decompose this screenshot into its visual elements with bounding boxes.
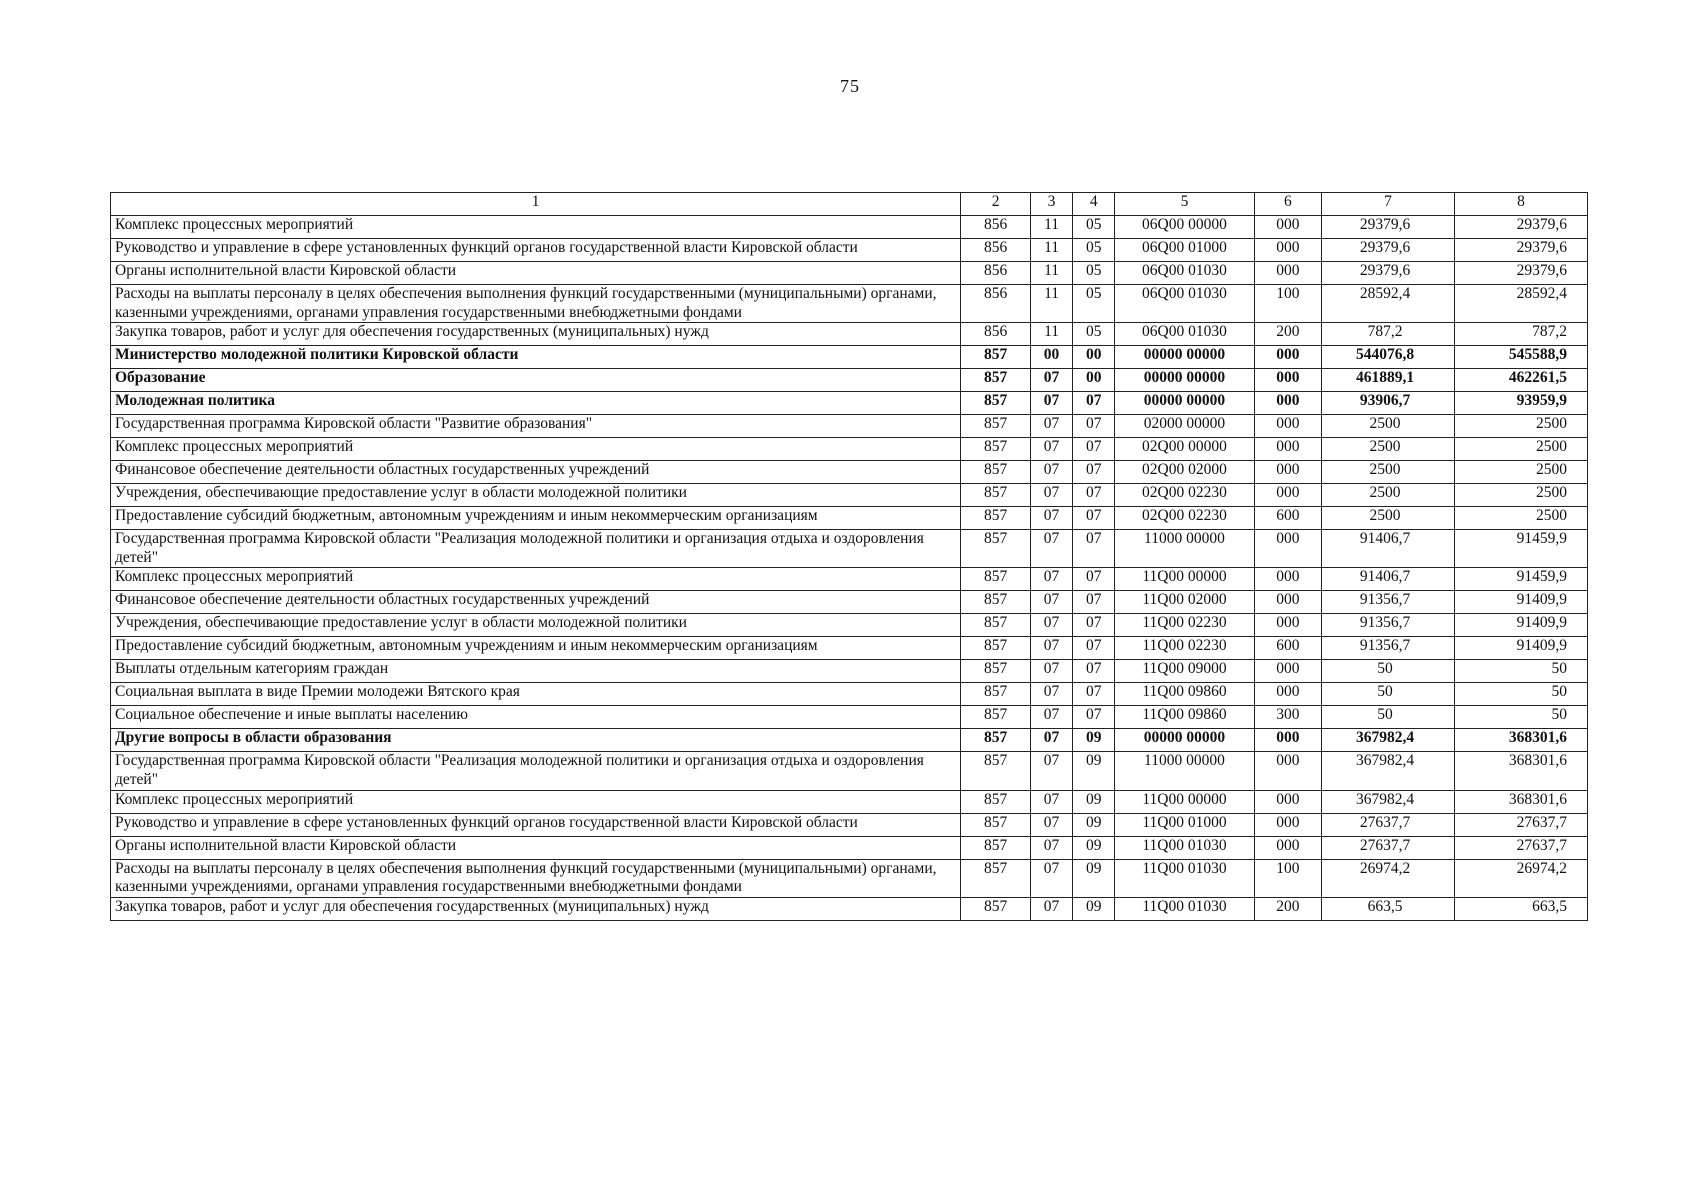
table-row xyxy=(111,262,1588,285)
row-amount-year1-cell: 29379,6 xyxy=(1322,262,1455,285)
row-name-cell: Учреждения, обеспечивающие предоставление услуг в области молодежной политики xyxy=(111,484,961,507)
row-ministry-code-cell: 857 xyxy=(961,660,1031,683)
table-row xyxy=(111,346,1588,369)
row-name-cell: Комплекс процессных мероприятий xyxy=(111,216,961,239)
row-section-cell: 07 xyxy=(1030,683,1072,706)
row-ministry-code-cell: 857 xyxy=(961,706,1031,729)
row-ministry-code-cell: 857 xyxy=(961,729,1031,752)
header-col-4: 4 xyxy=(1073,193,1115,216)
row-section-cell: 07 xyxy=(1030,415,1072,438)
row-ministry-code-cell: 857 xyxy=(961,859,1031,897)
row-subsection-cell: 07 xyxy=(1073,507,1115,530)
row-target-article-cell: 11Q00 02230 xyxy=(1115,637,1254,660)
row-name-cell: Финансовое обеспечение деятельности областных государственных учреждений xyxy=(111,461,961,484)
row-expense-type-cell: 000 xyxy=(1254,415,1322,438)
row-section-cell: 07 xyxy=(1030,897,1072,920)
row-name-cell: Руководство и управление в сфере установленных функций органов государственной власти Кировской области xyxy=(111,813,961,836)
row-amount-year1-cell: 2500 xyxy=(1322,415,1455,438)
row-ministry-code-cell: 857 xyxy=(961,591,1031,614)
row-amount-year1-cell: 461889,1 xyxy=(1322,369,1455,392)
row-amount-year1-cell: 28592,4 xyxy=(1322,285,1455,323)
row-amount-year2-cell: 787,2 xyxy=(1455,323,1588,346)
row-expense-type-cell: 000 xyxy=(1254,568,1322,591)
row-name-cell: Расходы на выплаты персоналу в целях обеспечения выполнения функций государственными (муниципальными) органами, казенными учреждениями, органами управления государственными внебюджетными фондами xyxy=(111,285,961,323)
row-subsection-cell: 07 xyxy=(1073,660,1115,683)
row-name-cell: Учреждения, обеспечивающие предоставление услуг в области молодежной политики xyxy=(111,614,961,637)
row-amount-year1-cell: 91406,7 xyxy=(1322,530,1455,568)
row-expense-type-cell: 000 xyxy=(1254,438,1322,461)
row-amount-year2-cell: 91459,9 xyxy=(1455,530,1588,568)
row-ministry-code-cell: 857 xyxy=(961,683,1031,706)
row-amount-year2-cell: 2500 xyxy=(1455,415,1588,438)
row-amount-year2-cell: 91459,9 xyxy=(1455,568,1588,591)
row-expense-type-cell: 600 xyxy=(1254,507,1322,530)
row-section-cell: 07 xyxy=(1030,637,1072,660)
row-subsection-cell: 09 xyxy=(1073,813,1115,836)
row-expense-type-cell: 000 xyxy=(1254,752,1322,790)
row-ministry-code-cell: 857 xyxy=(961,790,1031,813)
row-ministry-code-cell: 856 xyxy=(961,262,1031,285)
row-name-cell: Комплекс процессных мероприятий xyxy=(111,438,961,461)
row-section-cell: 11 xyxy=(1030,216,1072,239)
row-ministry-code-cell: 857 xyxy=(961,637,1031,660)
row-amount-year1-cell: 50 xyxy=(1322,660,1455,683)
header-col-3: 3 xyxy=(1030,193,1072,216)
row-amount-year2-cell: 663,5 xyxy=(1455,897,1588,920)
row-amount-year2-cell: 50 xyxy=(1455,706,1588,729)
row-amount-year1-cell: 93906,7 xyxy=(1322,392,1455,415)
row-target-article-cell: 06Q00 01000 xyxy=(1115,239,1254,262)
row-subsection-cell: 07 xyxy=(1073,392,1115,415)
row-expense-type-cell: 000 xyxy=(1254,369,1322,392)
row-amount-year2-cell: 28592,4 xyxy=(1455,285,1588,323)
row-subsection-cell: 09 xyxy=(1073,729,1115,752)
row-target-article-cell: 11Q00 01000 xyxy=(1115,813,1254,836)
row-section-cell: 07 xyxy=(1030,813,1072,836)
row-ministry-code-cell: 857 xyxy=(961,530,1031,568)
row-expense-type-cell: 000 xyxy=(1254,461,1322,484)
table-row xyxy=(111,216,1588,239)
row-name-cell: Комплекс процессных мероприятий xyxy=(111,790,961,813)
row-ministry-code-cell: 857 xyxy=(961,392,1031,415)
row-subsection-cell: 09 xyxy=(1073,790,1115,813)
row-subsection-cell: 05 xyxy=(1073,216,1115,239)
row-amount-year1-cell: 91356,7 xyxy=(1322,637,1455,660)
table-row xyxy=(111,836,1588,859)
row-expense-type-cell: 000 xyxy=(1254,239,1322,262)
row-expense-type-cell: 000 xyxy=(1254,660,1322,683)
row-subsection-cell: 05 xyxy=(1073,239,1115,262)
row-subsection-cell: 05 xyxy=(1073,285,1115,323)
row-section-cell: 07 xyxy=(1030,392,1072,415)
table-row xyxy=(111,729,1588,752)
row-amount-year2-cell: 50 xyxy=(1455,683,1588,706)
row-expense-type-cell: 000 xyxy=(1254,591,1322,614)
row-amount-year1-cell: 2500 xyxy=(1322,507,1455,530)
row-name-cell: Комплекс процессных мероприятий xyxy=(111,568,961,591)
row-ministry-code-cell: 857 xyxy=(961,813,1031,836)
table-row xyxy=(111,530,1588,568)
table-row xyxy=(111,614,1588,637)
row-section-cell: 07 xyxy=(1030,568,1072,591)
row-name-cell: Министерство молодежной политики Кировской области xyxy=(111,346,961,369)
row-amount-year1-cell: 50 xyxy=(1322,706,1455,729)
row-ministry-code-cell: 857 xyxy=(961,484,1031,507)
table-row xyxy=(111,568,1588,591)
row-expense-type-cell: 000 xyxy=(1254,346,1322,369)
row-target-article-cell: 00000 00000 xyxy=(1115,392,1254,415)
row-ministry-code-cell: 856 xyxy=(961,323,1031,346)
row-subsection-cell: 00 xyxy=(1073,369,1115,392)
row-expense-type-cell: 100 xyxy=(1254,285,1322,323)
row-amount-year2-cell: 368301,6 xyxy=(1455,790,1588,813)
row-expense-type-cell: 000 xyxy=(1254,216,1322,239)
row-name-cell: Государственная программа Кировской области "Реализация молодежной политики и организация отдыха и оздоровления детей" xyxy=(111,530,961,568)
header-col-5: 5 xyxy=(1115,193,1254,216)
row-target-article-cell: 02Q00 02230 xyxy=(1115,484,1254,507)
table-row xyxy=(111,752,1588,790)
row-amount-year2-cell: 50 xyxy=(1455,660,1588,683)
row-name-cell: Финансовое обеспечение деятельности областных государственных учреждений xyxy=(111,591,961,614)
row-subsection-cell: 05 xyxy=(1073,262,1115,285)
row-section-cell: 07 xyxy=(1030,790,1072,813)
row-section-cell: 07 xyxy=(1030,706,1072,729)
row-expense-type-cell: 000 xyxy=(1254,729,1322,752)
header-col-6: 6 xyxy=(1254,193,1322,216)
row-name-cell: Государственная программа Кировской области "Реализация молодежной политики и организация отдыха и оздоровления детей" xyxy=(111,752,961,790)
row-section-cell: 07 xyxy=(1030,507,1072,530)
row-subsection-cell: 07 xyxy=(1073,415,1115,438)
row-target-article-cell: 00000 00000 xyxy=(1115,346,1254,369)
table-row xyxy=(111,239,1588,262)
row-section-cell: 07 xyxy=(1030,729,1072,752)
row-ministry-code-cell: 856 xyxy=(961,285,1031,323)
row-target-article-cell: 11Q00 09000 xyxy=(1115,660,1254,683)
row-name-cell: Расходы на выплаты персоналу в целях обеспечения выполнения функций государственными (муниципальными) органами, казенными учреждениями, органами управления государственными внебюджетными фондами xyxy=(111,859,961,897)
row-section-cell: 07 xyxy=(1030,836,1072,859)
row-subsection-cell: 07 xyxy=(1073,461,1115,484)
budget-table xyxy=(110,192,1588,921)
row-section-cell: 07 xyxy=(1030,461,1072,484)
row-amount-year2-cell: 2500 xyxy=(1455,438,1588,461)
table-row xyxy=(111,859,1588,897)
row-target-article-cell: 06Q00 01030 xyxy=(1115,323,1254,346)
row-section-cell: 07 xyxy=(1030,530,1072,568)
row-amount-year1-cell: 367982,4 xyxy=(1322,790,1455,813)
row-amount-year2-cell: 91409,9 xyxy=(1455,637,1588,660)
row-section-cell: 00 xyxy=(1030,346,1072,369)
row-name-cell: Социальное обеспечение и иные выплаты населению xyxy=(111,706,961,729)
row-expense-type-cell: 000 xyxy=(1254,484,1322,507)
row-subsection-cell: 09 xyxy=(1073,752,1115,790)
row-ministry-code-cell: 857 xyxy=(961,369,1031,392)
row-amount-year2-cell: 2500 xyxy=(1455,507,1588,530)
row-target-article-cell: 11Q00 01030 xyxy=(1115,897,1254,920)
row-expense-type-cell: 000 xyxy=(1254,614,1322,637)
row-ministry-code-cell: 857 xyxy=(961,438,1031,461)
row-amount-year1-cell: 367982,4 xyxy=(1322,752,1455,790)
row-ministry-code-cell: 856 xyxy=(961,216,1031,239)
row-expense-type-cell: 200 xyxy=(1254,323,1322,346)
table-row xyxy=(111,660,1588,683)
row-subsection-cell: 07 xyxy=(1073,614,1115,637)
row-subsection-cell: 07 xyxy=(1073,706,1115,729)
row-amount-year2-cell: 91409,9 xyxy=(1455,591,1588,614)
row-amount-year2-cell: 93959,9 xyxy=(1455,392,1588,415)
table-row xyxy=(111,507,1588,530)
row-amount-year2-cell: 2500 xyxy=(1455,484,1588,507)
row-ministry-code-cell: 857 xyxy=(961,752,1031,790)
row-section-cell: 07 xyxy=(1030,484,1072,507)
row-amount-year2-cell: 368301,6 xyxy=(1455,752,1588,790)
row-section-cell: 07 xyxy=(1030,752,1072,790)
row-amount-year1-cell: 27637,7 xyxy=(1322,813,1455,836)
row-amount-year2-cell: 26974,2 xyxy=(1455,859,1588,897)
header-col-7: 7 xyxy=(1322,193,1455,216)
row-name-cell: Молодежная политика xyxy=(111,392,961,415)
row-section-cell: 11 xyxy=(1030,239,1072,262)
table-row xyxy=(111,438,1588,461)
row-target-article-cell: 11Q00 02230 xyxy=(1115,614,1254,637)
row-amount-year1-cell: 787,2 xyxy=(1322,323,1455,346)
table-row xyxy=(111,637,1588,660)
row-subsection-cell: 05 xyxy=(1073,323,1115,346)
row-amount-year2-cell: 27637,7 xyxy=(1455,836,1588,859)
row-amount-year1-cell: 91356,7 xyxy=(1322,614,1455,637)
row-target-article-cell: 00000 00000 xyxy=(1115,729,1254,752)
header-row xyxy=(111,193,1588,216)
row-subsection-cell: 07 xyxy=(1073,591,1115,614)
row-name-cell: Образование xyxy=(111,369,961,392)
row-target-article-cell: 11Q00 09860 xyxy=(1115,683,1254,706)
row-subsection-cell: 09 xyxy=(1073,897,1115,920)
row-amount-year1-cell: 2500 xyxy=(1322,438,1455,461)
table-row xyxy=(111,484,1588,507)
row-name-cell: Органы исполнительной власти Кировской области xyxy=(111,836,961,859)
row-amount-year2-cell: 29379,6 xyxy=(1455,216,1588,239)
row-name-cell: Выплаты отдельным категориям граждан xyxy=(111,660,961,683)
table-row xyxy=(111,415,1588,438)
row-name-cell: Предоставление субсидий бюджетным, автономным учреждениям и иным некоммерческим организациям xyxy=(111,637,961,660)
row-amount-year1-cell: 2500 xyxy=(1322,461,1455,484)
row-amount-year1-cell: 27637,7 xyxy=(1322,836,1455,859)
row-amount-year1-cell: 2500 xyxy=(1322,484,1455,507)
row-expense-type-cell: 600 xyxy=(1254,637,1322,660)
row-amount-year2-cell: 2500 xyxy=(1455,461,1588,484)
table-row xyxy=(111,790,1588,813)
row-section-cell: 07 xyxy=(1030,660,1072,683)
table-row xyxy=(111,285,1588,323)
row-subsection-cell: 07 xyxy=(1073,683,1115,706)
row-target-article-cell: 02Q00 00000 xyxy=(1115,438,1254,461)
row-amount-year1-cell: 663,5 xyxy=(1322,897,1455,920)
table-row xyxy=(111,591,1588,614)
row-subsection-cell: 07 xyxy=(1073,438,1115,461)
row-subsection-cell: 07 xyxy=(1073,637,1115,660)
row-name-cell: Предоставление субсидий бюджетным, автономным учреждениям и иным некоммерческим организациям xyxy=(111,507,961,530)
row-ministry-code-cell: 857 xyxy=(961,461,1031,484)
header-col-1: 1 xyxy=(111,193,961,216)
row-ministry-code-cell: 856 xyxy=(961,239,1031,262)
row-amount-year2-cell: 545588,9 xyxy=(1455,346,1588,369)
row-target-article-cell: 11000 00000 xyxy=(1115,752,1254,790)
row-target-article-cell: 11Q00 02000 xyxy=(1115,591,1254,614)
row-amount-year1-cell: 367982,4 xyxy=(1322,729,1455,752)
row-name-cell: Закупка товаров, работ и услуг для обеспечения государственных (муниципальных) нужд xyxy=(111,323,961,346)
row-target-article-cell: 02Q00 02000 xyxy=(1115,461,1254,484)
row-expense-type-cell: 000 xyxy=(1254,262,1322,285)
row-name-cell: Органы исполнительной власти Кировской области xyxy=(111,262,961,285)
row-section-cell: 07 xyxy=(1030,369,1072,392)
row-ministry-code-cell: 857 xyxy=(961,614,1031,637)
row-expense-type-cell: 000 xyxy=(1254,790,1322,813)
header-col-8: 8 xyxy=(1455,193,1588,216)
row-amount-year2-cell: 29379,6 xyxy=(1455,262,1588,285)
row-target-article-cell: 02Q00 02230 xyxy=(1115,507,1254,530)
row-expense-type-cell: 000 xyxy=(1254,683,1322,706)
row-section-cell: 11 xyxy=(1030,262,1072,285)
row-target-article-cell: 02000 00000 xyxy=(1115,415,1254,438)
row-amount-year1-cell: 29379,6 xyxy=(1322,216,1455,239)
row-section-cell: 07 xyxy=(1030,591,1072,614)
row-expense-type-cell: 300 xyxy=(1254,706,1322,729)
row-section-cell: 07 xyxy=(1030,859,1072,897)
table-row xyxy=(111,813,1588,836)
row-name-cell: Закупка товаров, работ и услуг для обеспечения государственных (муниципальных) нужд xyxy=(111,897,961,920)
row-subsection-cell: 07 xyxy=(1073,568,1115,591)
row-ministry-code-cell: 857 xyxy=(961,897,1031,920)
row-amount-year2-cell: 27637,7 xyxy=(1455,813,1588,836)
row-expense-type-cell: 000 xyxy=(1254,813,1322,836)
table-row xyxy=(111,683,1588,706)
row-target-article-cell: 11Q00 09860 xyxy=(1115,706,1254,729)
row-subsection-cell: 07 xyxy=(1073,484,1115,507)
row-subsection-cell: 07 xyxy=(1073,530,1115,568)
header-col-2: 2 xyxy=(961,193,1031,216)
row-amount-year1-cell: 26974,2 xyxy=(1322,859,1455,897)
row-amount-year1-cell: 91406,7 xyxy=(1322,568,1455,591)
row-ministry-code-cell: 857 xyxy=(961,415,1031,438)
row-target-article-cell: 06Q00 01030 xyxy=(1115,285,1254,323)
row-target-article-cell: 06Q00 00000 xyxy=(1115,216,1254,239)
row-target-article-cell: 11Q00 00000 xyxy=(1115,790,1254,813)
row-section-cell: 11 xyxy=(1030,323,1072,346)
row-amount-year1-cell: 29379,6 xyxy=(1322,239,1455,262)
row-expense-type-cell: 100 xyxy=(1254,859,1322,897)
row-expense-type-cell: 200 xyxy=(1254,897,1322,920)
row-target-article-cell: 11000 00000 xyxy=(1115,530,1254,568)
table-row xyxy=(111,369,1588,392)
row-target-article-cell: 11Q00 01030 xyxy=(1115,859,1254,897)
page-number: 75 xyxy=(840,76,860,96)
row-amount-year2-cell: 368301,6 xyxy=(1455,729,1588,752)
row-target-article-cell: 11Q00 00000 xyxy=(1115,568,1254,591)
row-expense-type-cell: 000 xyxy=(1254,530,1322,568)
row-name-cell: Государственная программа Кировской области "Развитие образования" xyxy=(111,415,961,438)
row-subsection-cell: 00 xyxy=(1073,346,1115,369)
row-name-cell: Социальная выплата в виде Премии молодежи Вятского края xyxy=(111,683,961,706)
row-ministry-code-cell: 857 xyxy=(961,507,1031,530)
row-name-cell: Другие вопросы в области образования xyxy=(111,729,961,752)
table-row xyxy=(111,706,1588,729)
row-ministry-code-cell: 857 xyxy=(961,346,1031,369)
table-row xyxy=(111,897,1588,920)
budget-table-container xyxy=(110,192,1588,921)
row-amount-year1-cell: 544076,8 xyxy=(1322,346,1455,369)
row-target-article-cell: 06Q00 01030 xyxy=(1115,262,1254,285)
row-amount-year1-cell: 91356,7 xyxy=(1322,591,1455,614)
table-row xyxy=(111,461,1588,484)
row-target-article-cell: 11Q00 01030 xyxy=(1115,836,1254,859)
row-amount-year2-cell: 462261,5 xyxy=(1455,369,1588,392)
row-amount-year2-cell: 91409,9 xyxy=(1455,614,1588,637)
row-name-cell: Руководство и управление в сфере установленных функций органов государственной власти Кировской области xyxy=(111,239,961,262)
row-section-cell: 07 xyxy=(1030,614,1072,637)
row-ministry-code-cell: 857 xyxy=(961,568,1031,591)
row-subsection-cell: 09 xyxy=(1073,859,1115,897)
row-amount-year1-cell: 50 xyxy=(1322,683,1455,706)
row-section-cell: 07 xyxy=(1030,438,1072,461)
table-row xyxy=(111,392,1588,415)
table-body xyxy=(111,216,1588,921)
row-expense-type-cell: 000 xyxy=(1254,392,1322,415)
row-ministry-code-cell: 857 xyxy=(961,836,1031,859)
table-row xyxy=(111,323,1588,346)
row-target-article-cell: 00000 00000 xyxy=(1115,369,1254,392)
row-expense-type-cell: 000 xyxy=(1254,836,1322,859)
row-section-cell: 11 xyxy=(1030,285,1072,323)
row-subsection-cell: 09 xyxy=(1073,836,1115,859)
row-amount-year2-cell: 29379,6 xyxy=(1455,239,1588,262)
